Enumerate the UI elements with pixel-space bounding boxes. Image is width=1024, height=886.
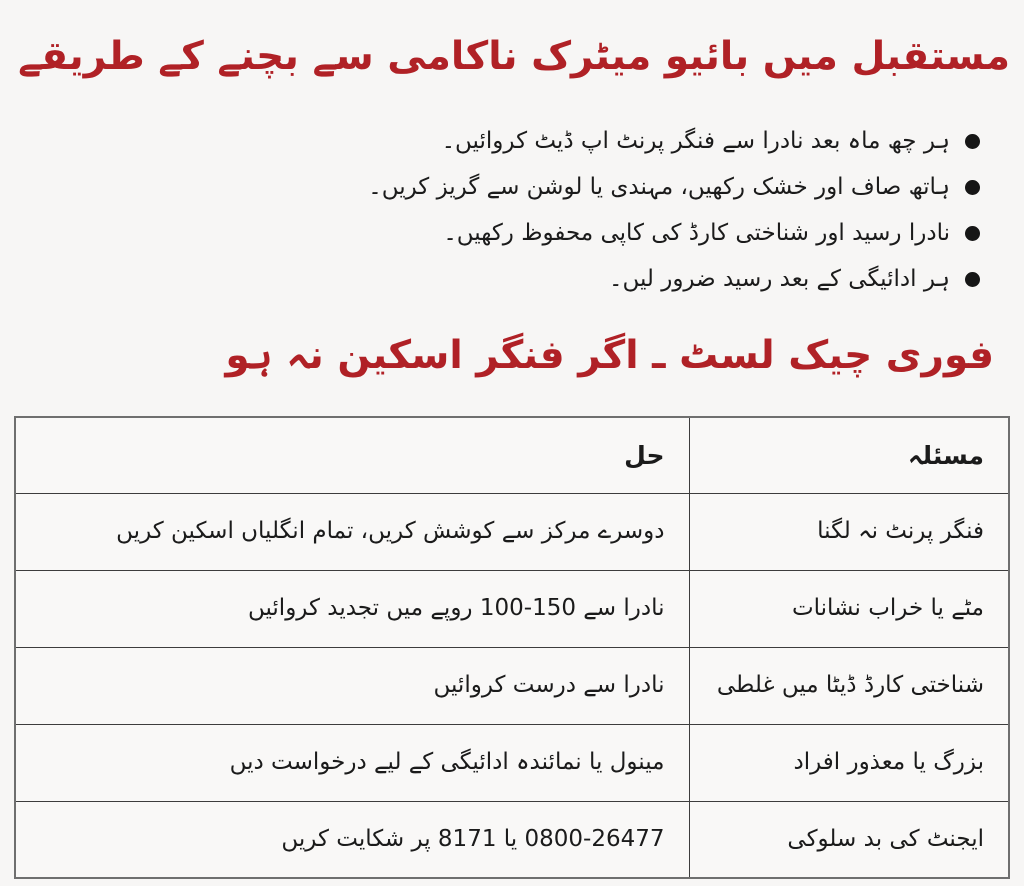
tips-list xyxy=(0,118,980,302)
tip-item xyxy=(0,256,980,302)
problem-cell: ایجنٹ کی بد سلوکی xyxy=(689,801,1009,878)
bullet-icon xyxy=(965,226,980,241)
problem-cell: مٹے یا خراب نشانات xyxy=(689,570,1009,647)
table-row xyxy=(15,570,1009,647)
tip-text: نادرا رسید اور شناختی کارڈ کی کاپی محفوظ رکھیں۔ xyxy=(443,220,950,246)
tip-item xyxy=(0,118,980,164)
tip-text: ہاتھ صاف اور خشک رکھیں، مہندی یا لوشن سے گریز کریں۔ xyxy=(368,174,950,200)
tip-text: ہر ادائیگی کے بعد رسید ضرور لیں۔ xyxy=(608,266,950,292)
checklist-table xyxy=(14,416,1010,879)
tip-item xyxy=(0,164,980,210)
solution-column-header: حل xyxy=(15,417,689,493)
bullet-icon xyxy=(965,134,980,149)
solution-cell: مینول یا نمائندہ ادائیگی کے لیے درخواست دیں xyxy=(15,724,689,801)
table-row xyxy=(15,647,1009,724)
main-heading: مستقبل میں بائیو میٹرک ناکامی سے بچنے کے طریقے xyxy=(18,33,1010,79)
table-row xyxy=(15,801,1009,878)
solution-cell: دوسرے مرکز سے کوشش کریں، تمام انگلیاں اسکین کریں xyxy=(15,493,689,570)
bullet-icon xyxy=(965,272,980,287)
tip-item xyxy=(0,210,980,256)
problem-cell: فنگر پرنٹ نہ لگنا xyxy=(689,493,1009,570)
table-row xyxy=(15,724,1009,801)
bullet-icon xyxy=(965,180,980,195)
checklist-heading: فوری چیک لسٹ ـ اگر فنگر اسکین نہ ہو xyxy=(225,332,994,378)
solution-cell: نادرا سے 150-100 روپے میں تجدید کروائیں xyxy=(15,570,689,647)
table-header-row xyxy=(15,417,1009,493)
tip-text: ہر چھ ماہ بعد نادرا سے فنگر پرنٹ اپ ڈیٹ کروائیں۔ xyxy=(441,128,950,154)
problem-column-header: مسئلہ xyxy=(689,417,1009,493)
solution-cell: نادرا سے درست کروائیں xyxy=(15,647,689,724)
problem-cell: شناختی کارڈ ڈیٹا میں غلطی xyxy=(689,647,1009,724)
table-row xyxy=(15,493,1009,570)
solution-cell: 0800-26477 یا 8171 پر شکایت کریں xyxy=(15,801,689,878)
document-page xyxy=(0,18,1024,886)
problem-cell: بزرگ یا معذور افراد xyxy=(689,724,1009,801)
